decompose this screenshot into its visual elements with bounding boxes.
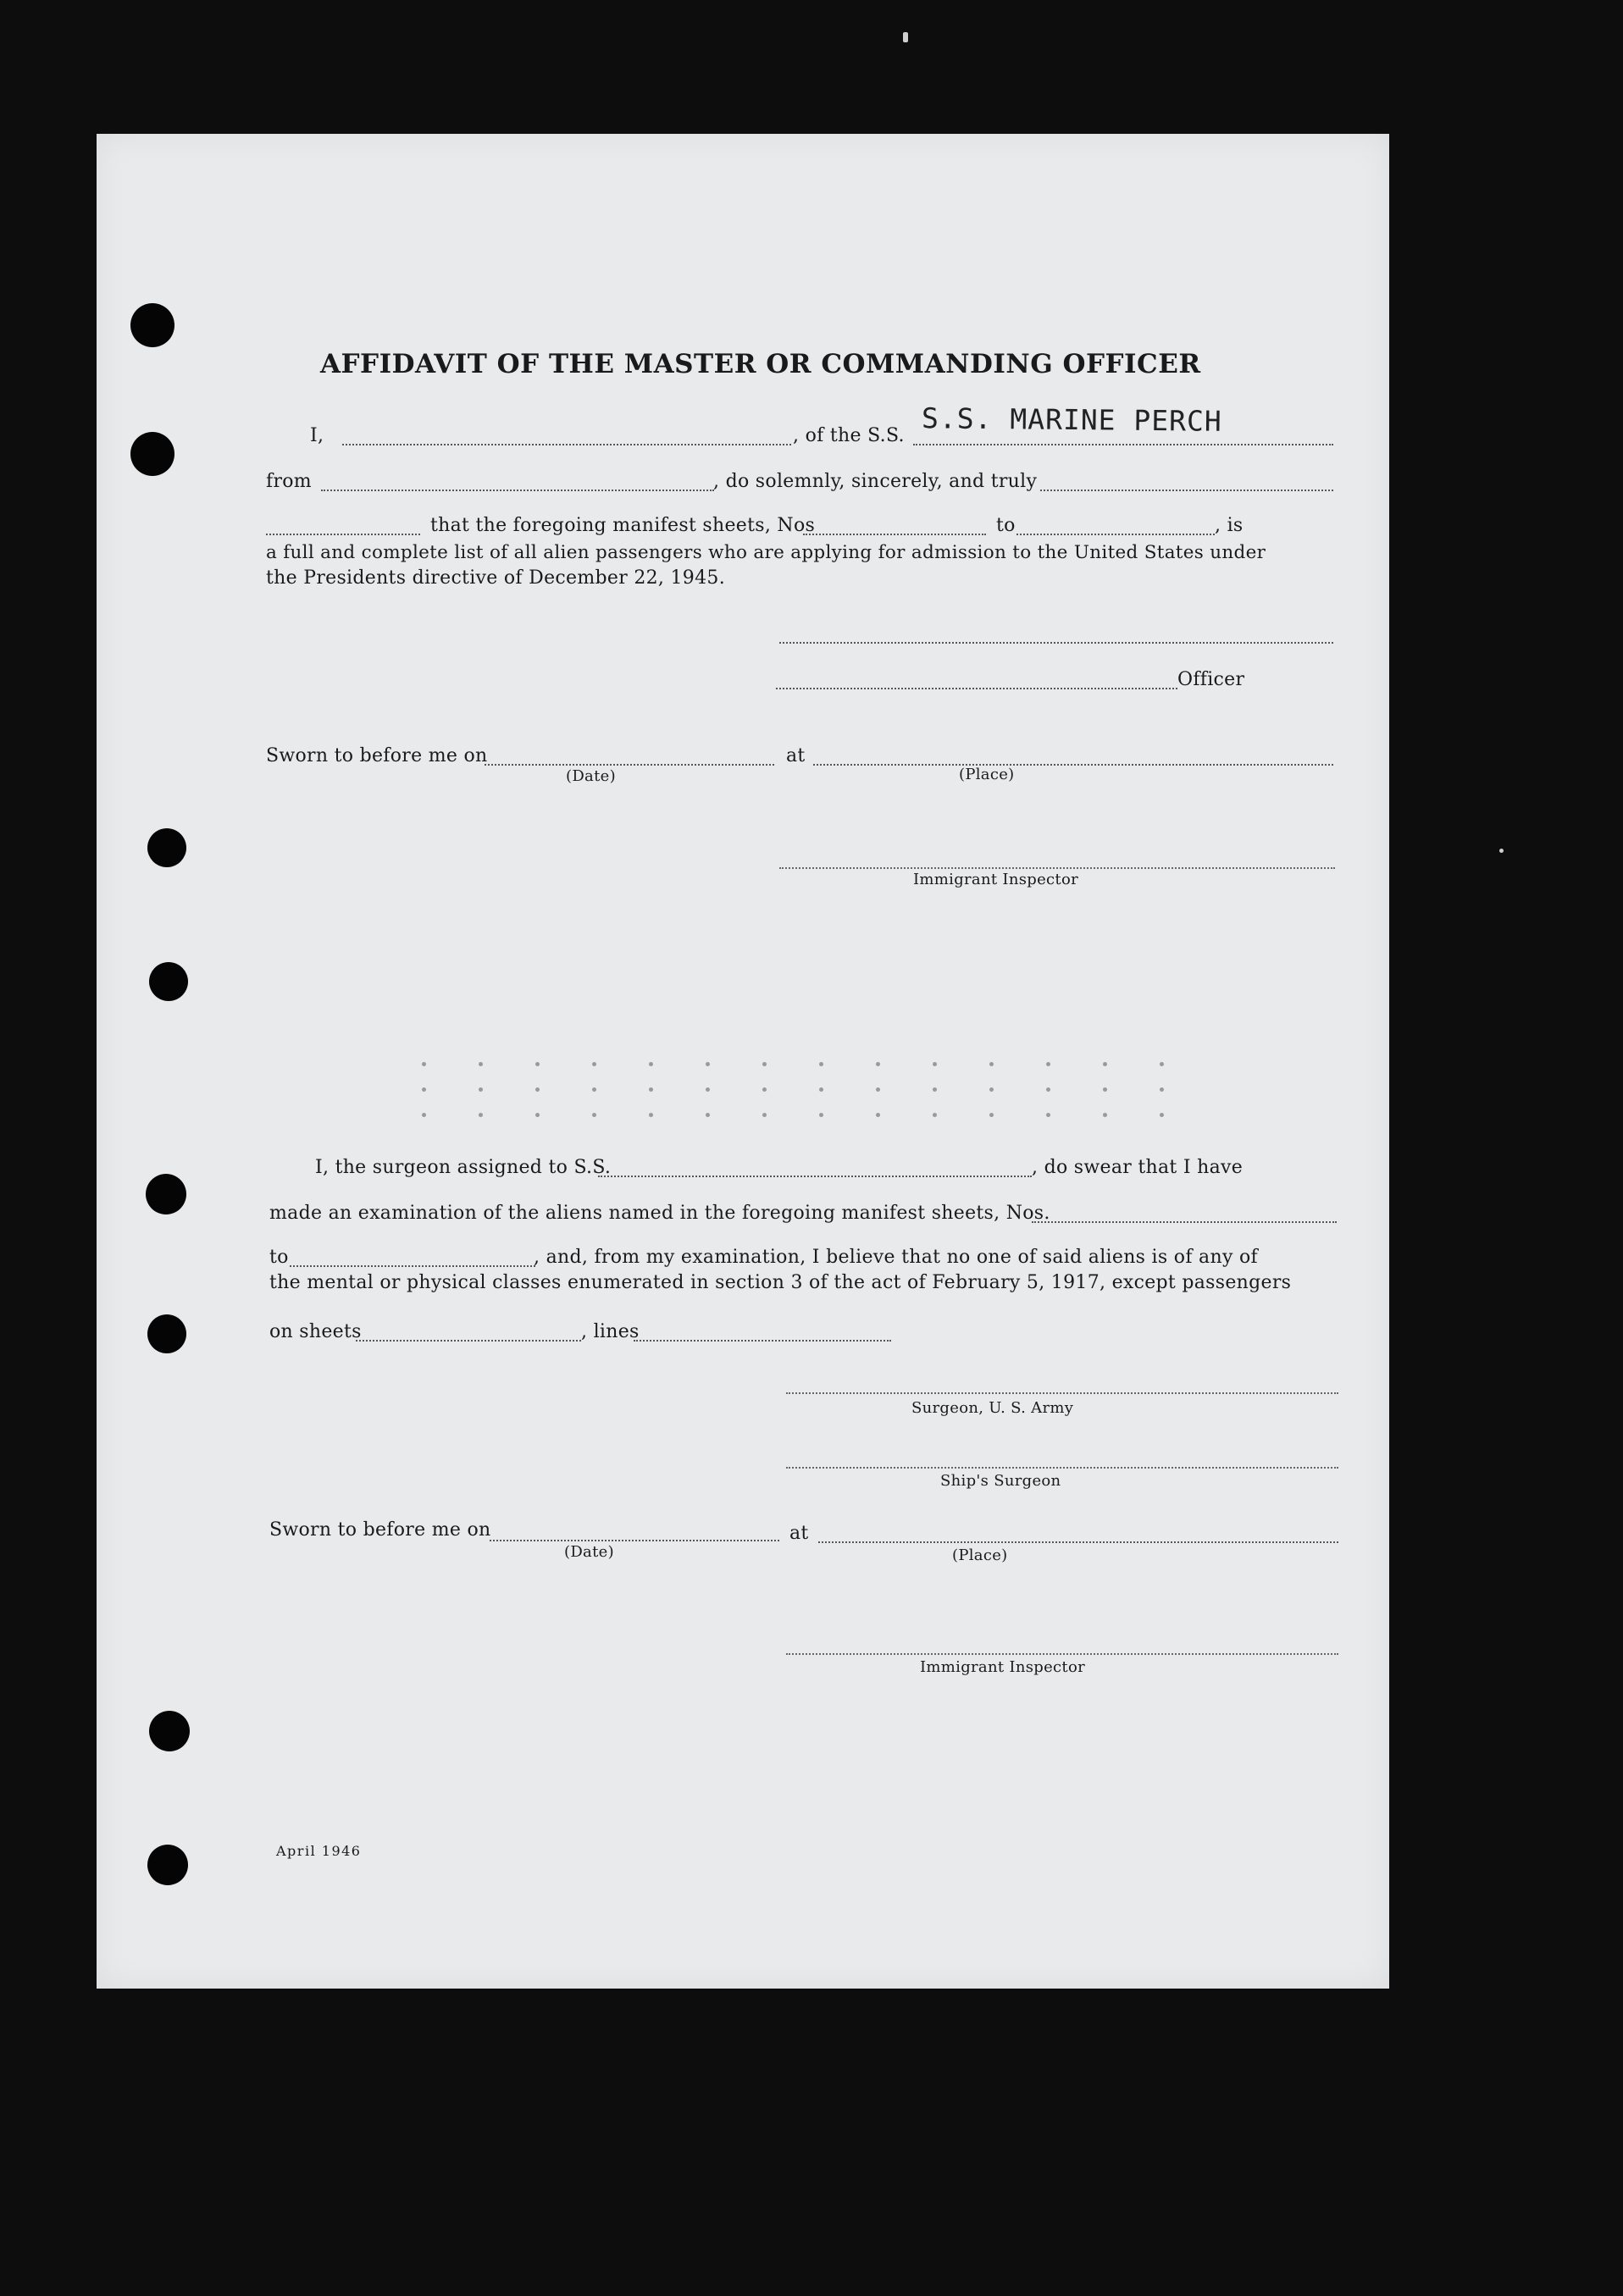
- surgeon-nos-field[interactable]: [1032, 1221, 1337, 1223]
- army-surgeon-label: Surgeon, U. S. Army: [911, 1399, 1074, 1417]
- manifest-nos-to-field[interactable]: [1016, 534, 1215, 535]
- manifest-text: that the foregoing manifest sheets, Nos: [430, 515, 816, 536]
- surgeon-to-label: to: [269, 1247, 289, 1268]
- ship-surgeon-signature[interactable]: [786, 1467, 1338, 1469]
- surgeon-sheets-label: on sheets: [269, 1321, 362, 1342]
- punch-hole: [130, 303, 174, 347]
- to-label: to: [996, 515, 1016, 536]
- surgeon-lines-field[interactable]: [634, 1340, 891, 1342]
- ship-surgeon-label: Ship's Surgeon: [940, 1472, 1061, 1490]
- from-field[interactable]: [321, 490, 714, 491]
- manifest-nos-from-field[interactable]: [803, 534, 986, 535]
- film-speck: [903, 32, 908, 42]
- form-date-footer: April 1946: [276, 1843, 362, 1859]
- declaration-field[interactable]: [266, 534, 420, 535]
- surgeon-to-field[interactable]: [290, 1265, 535, 1267]
- declaration-line-3: the Presidents directive of December 22, 1945.: [266, 567, 725, 589]
- surgeon-lines-label: , lines: [581, 1321, 640, 1342]
- surgeon-place-label: (Place): [952, 1546, 1008, 1564]
- master-place-label: (Place): [959, 766, 1015, 783]
- master-sworn-label: Sworn to before me on: [266, 745, 488, 766]
- officer-signature-line-1[interactable]: [779, 642, 1333, 644]
- ship-name-stamp: S.S. MARINE PERCH: [921, 401, 1222, 438]
- punch-hole: [146, 1174, 186, 1214]
- surgeon-ship-field[interactable]: [598, 1176, 1032, 1177]
- master-sworn-date-field[interactable]: [485, 764, 774, 766]
- surgeon-inspector-signature[interactable]: [786, 1653, 1338, 1655]
- surgeon-line-4: the mental or physical classes enumerated in section 3 of the act of February 5, 1917, except passengers: [269, 1272, 1292, 1293]
- surgeon-line-1b: , do swear that I have: [1032, 1157, 1244, 1178]
- faint-dot-row: [422, 1087, 1164, 1092]
- surgeon-sheets-field[interactable]: [356, 1340, 581, 1342]
- punch-hole: [147, 1845, 188, 1885]
- officer-label: Officer: [1177, 669, 1245, 690]
- surgeon-sworn-label: Sworn to before me on: [269, 1519, 491, 1541]
- master-date-label: (Date): [566, 767, 616, 785]
- faint-dot-row: [422, 1062, 1164, 1066]
- truly-field[interactable]: [1040, 490, 1333, 491]
- master-sworn-place-field[interactable]: [813, 764, 1333, 766]
- master-name-field[interactable]: [342, 444, 791, 445]
- surgeon-inspector-label: Immigrant Inspector: [920, 1658, 1085, 1676]
- master-i-label: I,: [310, 425, 324, 446]
- form-page: [97, 134, 1389, 1989]
- from-label: from: [266, 471, 312, 492]
- solemnly-text: , do solemnly, sincerely, and truly: [713, 471, 1038, 492]
- master-inspector-signature[interactable]: [779, 867, 1335, 869]
- surgeon-line-2: made an examination of the aliens named in the foregoing manifest sheets, Nos.: [269, 1203, 1050, 1224]
- surgeon-line-3b: , and, from my examination, I believe that no one of said aliens is of any of: [534, 1247, 1258, 1268]
- surgeon-date-label: (Date): [564, 1543, 614, 1561]
- surgeon-sworn-date-field[interactable]: [490, 1540, 779, 1541]
- surgeon-line-1a: I, the surgeon assigned to S.S.: [315, 1157, 612, 1178]
- ship-name-field[interactable]: [913, 444, 1333, 445]
- declaration-line-2: a full and complete list of all alien passengers who are applying for admission to the United States under: [266, 542, 1266, 563]
- faint-dot-row: [422, 1113, 1164, 1117]
- surgeon-sworn-place-field[interactable]: [818, 1541, 1338, 1543]
- is-label: , is: [1215, 515, 1244, 536]
- punch-hole: [147, 1314, 186, 1353]
- film-speck: [1499, 849, 1504, 853]
- page-title: AFFIDAVIT OF THE MASTER OR COMMANDING OFFICER: [320, 349, 1201, 379]
- punch-hole: [149, 1711, 190, 1751]
- master-at-label: at: [786, 745, 806, 766]
- punch-hole: [147, 828, 186, 867]
- of-ss-label: , of the S.S.: [793, 425, 905, 446]
- officer-signature-line-2[interactable]: [776, 688, 1177, 689]
- army-surgeon-signature[interactable]: [786, 1392, 1338, 1394]
- punch-hole: [149, 962, 188, 1001]
- surgeon-at-label: at: [789, 1523, 809, 1544]
- master-inspector-label: Immigrant Inspector: [913, 871, 1078, 888]
- punch-hole: [130, 432, 174, 476]
